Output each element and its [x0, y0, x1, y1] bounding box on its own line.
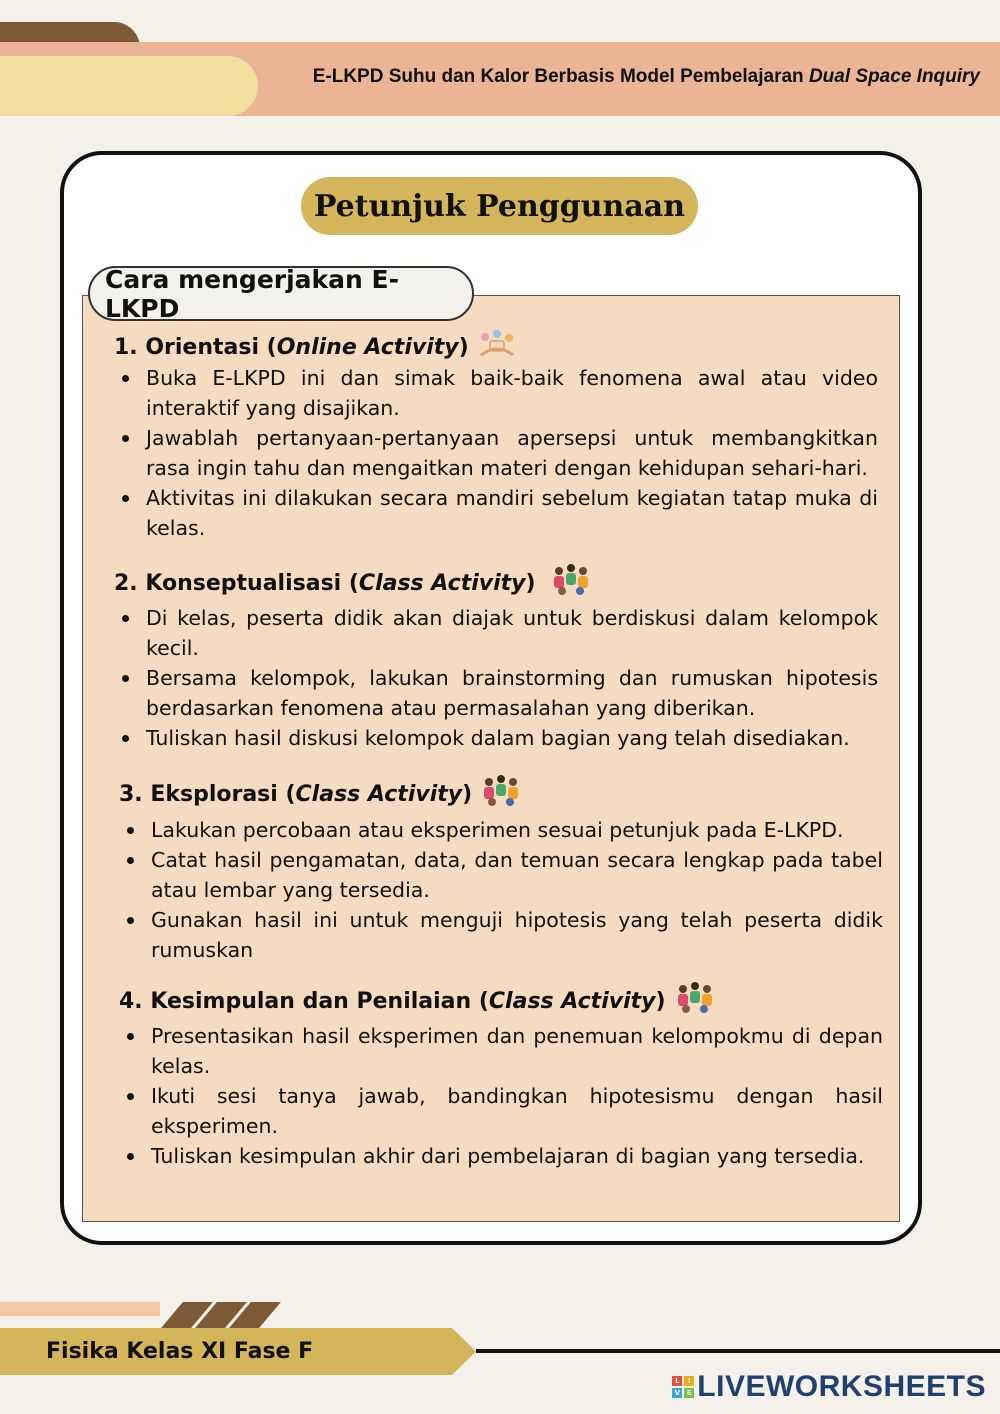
footer-divider — [476, 1349, 1000, 1353]
list-item: Di kelas, peserta didik akan diajak untuk berdiskusi dalam kelompok kecil. — [114, 603, 878, 663]
list-item: Presentasikan hasil eksperimen dan penemuan kelompokmu di depan kelas. — [119, 1021, 883, 1081]
group-discussion-icon — [550, 563, 592, 603]
header-title: E-LKPD Suhu dan Kalor Berbasis Model Pembelajaran Dual Space Inquiry — [312, 66, 980, 87]
section-4-list — [119, 1021, 883, 1171]
liveworksheets-wordmark: LIVEWORKSHEETS — [697, 1370, 986, 1403]
liveworksheets-logo-icon: L I V E — [672, 1376, 694, 1398]
list-item: Catat hasil pengamatan, data, dan temuan secara lengkap pada tabel atau lembar yang tersedia. — [119, 845, 883, 905]
list-item: Tuliskan kesimpulan akhir dari pembelajaran di bagian yang tersedia. — [119, 1141, 883, 1171]
group-discussion-icon — [674, 981, 716, 1021]
section-heading-konseptualisasi: 2. Konseptualisasi ( Class Activity ) — [114, 563, 592, 603]
list-item: Gunakan hasil ini untuk menguji hipotesis yang telah peserta didik rumuskan — [119, 905, 883, 965]
section-heading-eksplorasi: 3. Eksplorasi ( Class Activity ) — [119, 774, 522, 814]
liveworksheets-brand[interactable] — [672, 1370, 986, 1404]
list-item: Lakukan percobaan atau eksperimen sesuai petunjuk pada E-LKPD. — [119, 815, 883, 845]
footer-subject: Fisika Kelas XI Fase F — [46, 1339, 314, 1364]
group-discussion-icon — [480, 774, 522, 814]
section-1-list — [114, 363, 878, 543]
list-item: Jawablah pertanyaan-pertanyaan apersepsi untuk membangkitkan rasa ingin tahu dan mengaitkan materi dengan kehidupan sehari-hari. — [114, 423, 878, 483]
section-heading-orientasi: 1. Orientasi ( Online Activity ) — [114, 329, 517, 365]
online-activity-icon — [477, 329, 517, 365]
list-item: Buka E-LKPD ini dan simak baik-baik fenomena awal atau video interaktif yang disajikan. — [114, 363, 878, 423]
section-heading-kesimpulan: 4. Kesimpulan dan Penilaian ( Class Activity ) — [119, 981, 716, 1021]
list-item: Bersama kelompok, lakukan brainstorming dan rumuskan hipotesis berdasarkan fenomena atau permasalahan yang diberikan. — [114, 663, 878, 723]
list-item: Ikuti sesi tanya jawab, bandingkan hipotesismu dengan hasil eksperimen. — [119, 1081, 883, 1141]
section-tab-title: Cara mengerjakan E-LKPD — [88, 266, 474, 321]
page-title: Petunjuk Penggunaan — [301, 177, 698, 235]
section-2-list — [114, 603, 878, 753]
section-3-list — [119, 815, 883, 965]
list-item: Tuliskan hasil diskusi kelompok dalam bagian yang telah disediakan. — [114, 723, 878, 753]
header-accent-yellow — [0, 56, 258, 116]
list-item: Aktivitas ini dilakukan secara mandiri sebelum kegiatan tatap muka di kelas. — [114, 483, 878, 543]
footer-accent-peach — [0, 1302, 160, 1316]
